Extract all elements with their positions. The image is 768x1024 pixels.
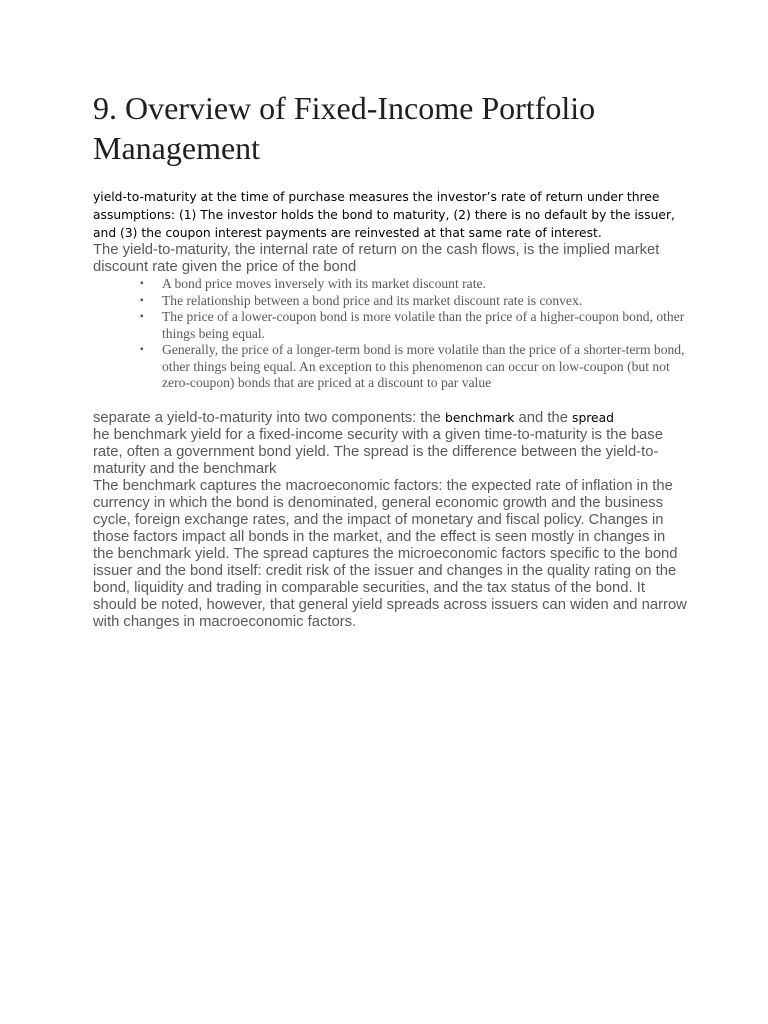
bullet-icon: ▪ <box>140 278 144 289</box>
intro-paragraph: yield-to-maturity at the time of purchase measures the investor’s rate of return under three assumptions: (1) The investor holds the bond to maturity, (2) there is no default by the issuer, and (3) the coupon interest payments are reinvested at that same rate of interest. <box>93 190 675 240</box>
list-item <box>140 342 688 392</box>
separate-prefix: separate a yield-to-maturity into two components: the <box>93 409 446 426</box>
paragraph-spacer <box>93 392 688 410</box>
benchmark-paragraph: he benchmark yield for a fixed-income security with a given time-to-maturity is the base rate, often a government bond yield. The spread is the difference between the yield-to-maturity and the benchmark <box>93 426 663 477</box>
bullet-icon: ▪ <box>140 311 144 322</box>
bullet-text: Generally, the price of a longer-term bond is more volatile than the price of a shorter-term bond, other things being equal. An exception to this phenomenon can occur on low-coupon (but not zero-coupon) bonds that are priced at a discount to par value <box>162 342 685 390</box>
spread-term: spread <box>572 410 614 425</box>
bullet-icon: ▪ <box>140 294 144 306</box>
separate-and: and the <box>514 409 573 426</box>
benchmark-term: benchmark <box>445 410 515 425</box>
bullet-text: The relationship between a bond price and its market discount rate is convex. <box>162 292 583 308</box>
bullet-text: The price of a lower-coupon bond is more volatile than the price of a higher-coupon bond, other things being equal. <box>162 309 685 341</box>
list-item <box>140 276 688 293</box>
bullet-icon: ▪ <box>140 344 144 355</box>
list-item <box>140 309 688 342</box>
bond-price-bullet-list <box>140 276 688 392</box>
list-item <box>140 293 688 310</box>
page-title: 9. Overview of Fixed-Income Portfolio Management <box>93 90 596 166</box>
macro-micro-paragraph: The benchmark captures the macroeconomic factors: the expected rate of inflation in the currency in which the bond is denominated, general economic growth and the business cycle, foreign exchange rates, and the impact of monetary and fiscal policy. Changes in those factors impact all bonds in the market, and the effect is seen mostly in changes in the benchmark yield. The spread captures the microeconomic factors specific to the bond issuer and the bond itself: credit risk of the issuer and changes in the quality rating on the bond, liquidity and trading in comparable securities, and the tax status of the bond. It should be noted, however, that general yield spreads across issuers can widen and narrow with changes in macroeconomic factors. <box>93 477 687 630</box>
bullet-text: A bond price moves inversely with its market discount rate. <box>162 276 486 291</box>
ytm-definition: The yield-to-maturity, the internal rate of return on the cash flows, is the implied market discount rate given the price of the bond <box>93 242 660 275</box>
separate-components-line <box>93 410 688 427</box>
